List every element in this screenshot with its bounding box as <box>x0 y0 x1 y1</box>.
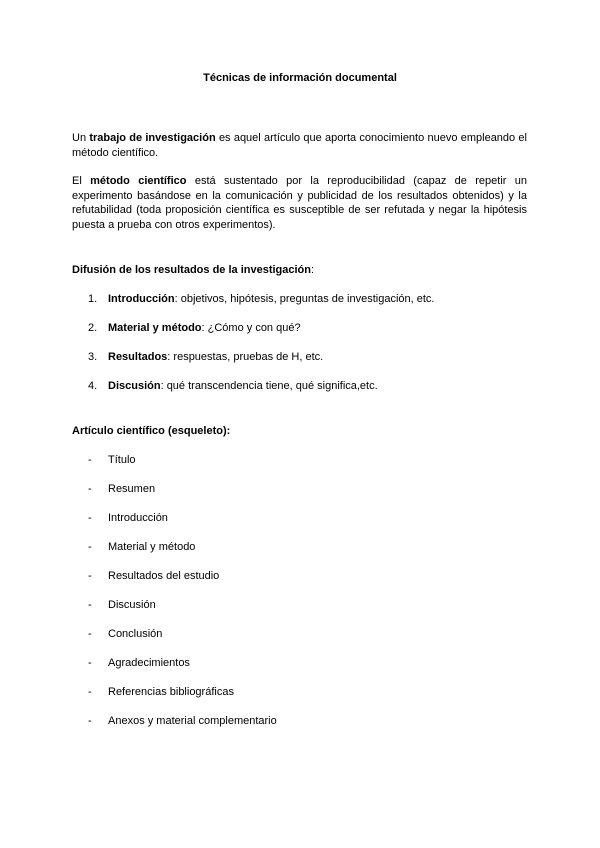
item-text: : objetivos, hipótesis, preguntas de investigación, etc. <box>174 293 435 305</box>
list-item-text: Conclusión <box>108 628 163 640</box>
item-text: : qué transcendencia tiene, qué significa,etc. <box>160 380 378 392</box>
method-prefix: El <box>72 175 91 187</box>
list-item-text: Introducción <box>108 512 168 524</box>
list-item <box>88 656 190 670</box>
list-item <box>88 714 277 728</box>
dash-bullet: - <box>88 686 92 698</box>
method-paragraph <box>72 174 527 232</box>
item-number: 1. <box>88 293 98 305</box>
intro-bold-term: trabajo de investigación <box>89 132 216 144</box>
list-item <box>88 511 168 525</box>
list-item-text: Título <box>108 454 136 466</box>
list-item <box>88 453 136 467</box>
list-item-text: Discusión <box>108 599 156 611</box>
dash-bullet: - <box>88 512 92 524</box>
item-number: 2. <box>88 322 98 334</box>
dash-bullet: - <box>88 599 92 611</box>
list-item <box>88 685 234 699</box>
dash-bullet: - <box>88 628 92 640</box>
skeleton-heading-text: Artículo científico (esqueleto): <box>72 425 231 437</box>
item-bold-term: Resultados <box>108 351 168 363</box>
list-item <box>88 598 156 612</box>
item-bold-term: Material y método <box>108 322 202 334</box>
intro-paragraph <box>72 131 527 160</box>
dash-bullet: - <box>88 541 92 553</box>
item-bold-term: Introducción <box>108 293 175 305</box>
diffusion-heading-colon: : <box>311 264 315 276</box>
dash-bullet: - <box>88 715 92 727</box>
method-bold-term: método científico <box>90 175 187 187</box>
item-number: 3. <box>88 351 98 363</box>
dash-bullet: - <box>88 483 92 495</box>
skeleton-heading <box>72 424 230 438</box>
numbered-item <box>88 379 378 393</box>
list-item <box>88 627 162 641</box>
document-title: Técnicas de información documental <box>203 72 397 84</box>
list-item <box>88 482 155 496</box>
dash-bullet: - <box>88 657 92 669</box>
list-item-text: Material y método <box>108 541 196 553</box>
diffusion-heading <box>72 263 314 277</box>
list-item-text: Resumen <box>108 483 156 495</box>
dash-bullet: - <box>88 454 92 466</box>
item-bold-term: Discusión <box>108 380 161 392</box>
numbered-item <box>88 321 301 335</box>
numbered-item <box>88 292 434 306</box>
list-item <box>88 569 219 583</box>
list-item-text: Anexos y material complementario <box>108 715 277 727</box>
intro-text: es aquel artículo que aporta conocimiento nuevo empleando el método científico. <box>72 132 527 159</box>
diffusion-heading-text: Difusión de los resultados de la investigación <box>72 264 311 276</box>
method-text: está sustentado por la reproducibilidad (capaz de repetir un experimento basándose en la comunicación y publicidad de los resultados obtenidos) y la refutabilidad (toda proposición científica es susceptible de ser refutada y negar la hipótesis puesta a prueba con otros experimentos). <box>72 175 528 231</box>
dash-bullet: - <box>88 570 92 582</box>
list-item-text: Agradecimientos <box>108 657 190 669</box>
intro-prefix: Un <box>72 132 90 144</box>
item-number: 4. <box>88 380 98 392</box>
list-item <box>88 540 195 554</box>
item-text: : respuestas, pruebas de H, etc. <box>167 351 324 363</box>
list-item-text: Referencias bibliográficas <box>108 686 234 698</box>
item-text: : ¿Cómo y con qué? <box>201 322 301 334</box>
numbered-item <box>88 350 323 364</box>
list-item-text: Resultados del estudio <box>108 570 220 582</box>
